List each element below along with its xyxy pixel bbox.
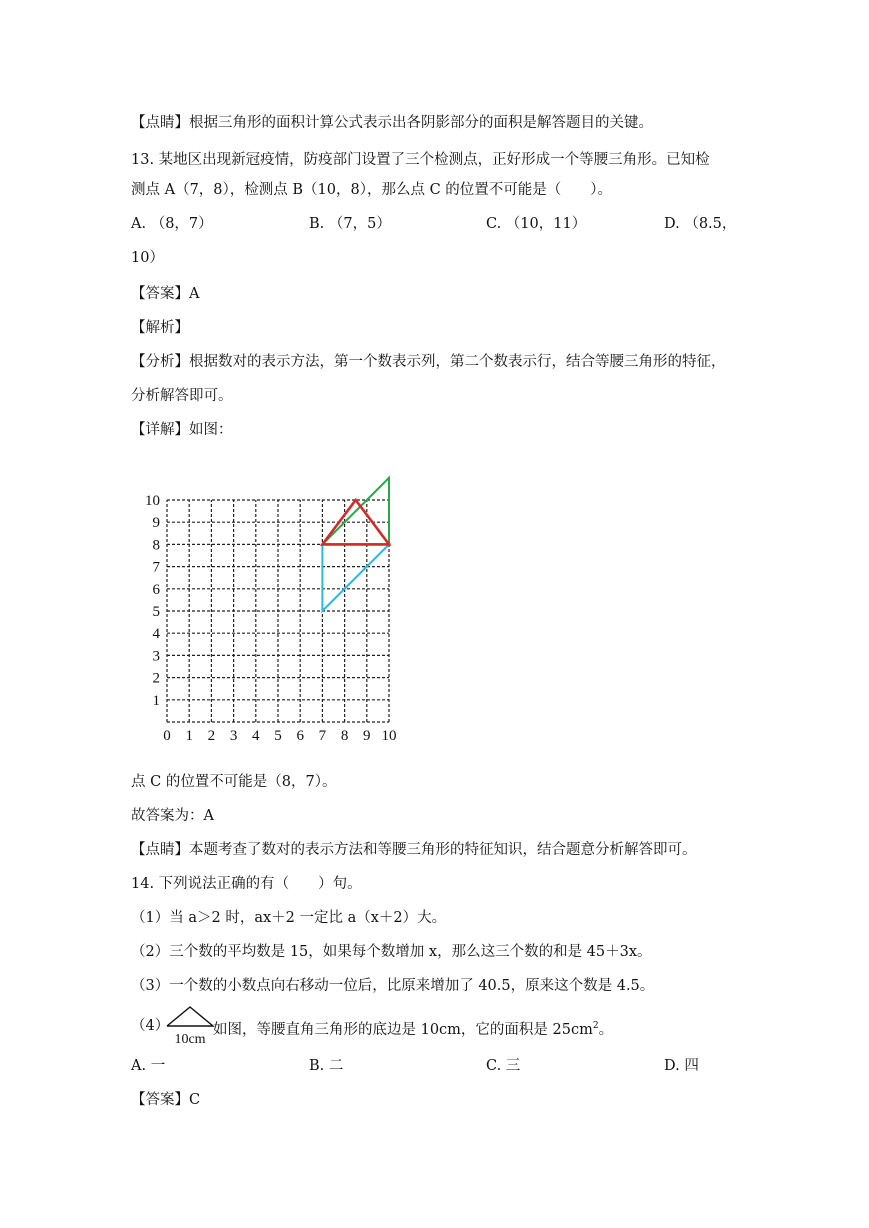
x-tick-label: 7 bbox=[318, 728, 327, 744]
q13-option-c: C. （10，11） bbox=[486, 216, 587, 232]
isosceles-triangle-figure bbox=[163, 1004, 215, 1046]
statement-4-period: 。 bbox=[598, 1021, 614, 1038]
q14-option-c: C. 三 bbox=[486, 1058, 521, 1074]
answer-statement: 故答案为：A bbox=[131, 808, 214, 824]
y-tick-label: 1 bbox=[152, 692, 160, 709]
triangle-outline bbox=[167, 1007, 213, 1026]
q14-statement-4 bbox=[213, 1016, 613, 1040]
q13-stem-line2: 测点 A（7，8），检测点 B（10，8），那么点 C 的位置不可能是（ ）。 bbox=[131, 182, 613, 198]
triangle-shape bbox=[322, 478, 389, 545]
q13-option-b: B. （7，5） bbox=[309, 216, 391, 232]
x-tick-label: 1 bbox=[185, 728, 193, 744]
y-tick-label: 8 bbox=[152, 537, 160, 554]
y-tick-label: 4 bbox=[152, 626, 160, 643]
xiangjie-text: 【详解】如图： bbox=[131, 422, 233, 438]
y-tick-label: 3 bbox=[152, 648, 160, 665]
superscript-2: 2 bbox=[592, 1021, 599, 1031]
dianjing-text-2: 【点睛】本题考查了数对的表示方法和等腰三角形的特征知识，结合题意分析解答即可。 bbox=[131, 842, 697, 858]
answer-14: 【答案】C bbox=[131, 1092, 201, 1108]
q14-stem: 14. 下列说法正确的有（ ）句。 bbox=[131, 876, 362, 892]
x-tick-label: 10 bbox=[381, 728, 397, 744]
q13-option-d: D. （8.5， bbox=[664, 216, 737, 232]
q14-option-a: A. 一 bbox=[131, 1058, 166, 1074]
y-tick-label: 7 bbox=[152, 559, 160, 576]
q14-statement-4-prefix: （4） bbox=[131, 1018, 170, 1034]
x-tick-label: 3 bbox=[229, 728, 238, 744]
q14-statement-3: （3）一个数的小数点向右移动一位后，比原来增加了 40.5，原来这个数是 4.5。 bbox=[131, 978, 655, 994]
jiexi-heading: 【解析】 bbox=[131, 320, 189, 336]
fenxi-line2: 分析解答即可。 bbox=[131, 388, 233, 404]
fenxi-line1: 【分析】根据数对的表示方法，第一个数表示列，第二个数表示行，结合等腰三角形的特征， bbox=[131, 354, 726, 370]
x-tick-label: 0 bbox=[163, 728, 171, 744]
triangle-base-label: 10cm bbox=[174, 1032, 206, 1046]
y-tick-label: 2 bbox=[152, 670, 160, 687]
q13-stem-line1: 13. 某地区出现新冠疫情，防疫部门设置了三个检测点，正好形成一个等腰三角形。已知检 bbox=[131, 152, 710, 168]
q14-statement-2: （2）三个数的平均数是 15，如果每个数增加 x，那么这三个数的和是 45＋3x。 bbox=[131, 944, 652, 960]
dianjing-text-1: 【点睛】根据三角形的面积计算公式表示出各阴影部分的面积是解答题目的关键。 bbox=[131, 115, 653, 131]
grid-svg bbox=[140, 475, 405, 750]
q14-statement-4-text: 如图，等腰直角三角形的底边是 10cm，它的面积是 25cm bbox=[213, 1021, 593, 1038]
q14-option-b: B. 二 bbox=[309, 1058, 344, 1074]
q13-option-a: A. （8，7） bbox=[131, 216, 213, 232]
x-tick-label: 9 bbox=[363, 728, 371, 744]
y-tick-label: 10 bbox=[145, 493, 160, 509]
answer-13: 【答案】A bbox=[131, 286, 200, 302]
y-tick-label: 9 bbox=[152, 515, 160, 532]
q13-option-d-cont: 10） bbox=[131, 250, 164, 266]
x-tick-label: 4 bbox=[252, 728, 260, 744]
q14-statement-1: （1）当 a＞2 时，ax＋2 一定比 a（x＋2）大。 bbox=[131, 910, 447, 926]
x-tick-label: 6 bbox=[296, 728, 304, 744]
x-tick-label: 2 bbox=[207, 728, 216, 744]
coordinate-grid-figure bbox=[140, 475, 405, 750]
q14-option-d: D. 四 bbox=[664, 1058, 699, 1074]
x-tick-label: 5 bbox=[274, 728, 282, 744]
y-tick-label: 5 bbox=[152, 604, 160, 620]
triangle-shape bbox=[322, 544, 389, 611]
x-tick-label: 8 bbox=[340, 728, 349, 744]
y-tick-label: 6 bbox=[152, 581, 160, 598]
conclusion-text: 点 C 的位置不可能是（8，7）。 bbox=[131, 774, 337, 790]
